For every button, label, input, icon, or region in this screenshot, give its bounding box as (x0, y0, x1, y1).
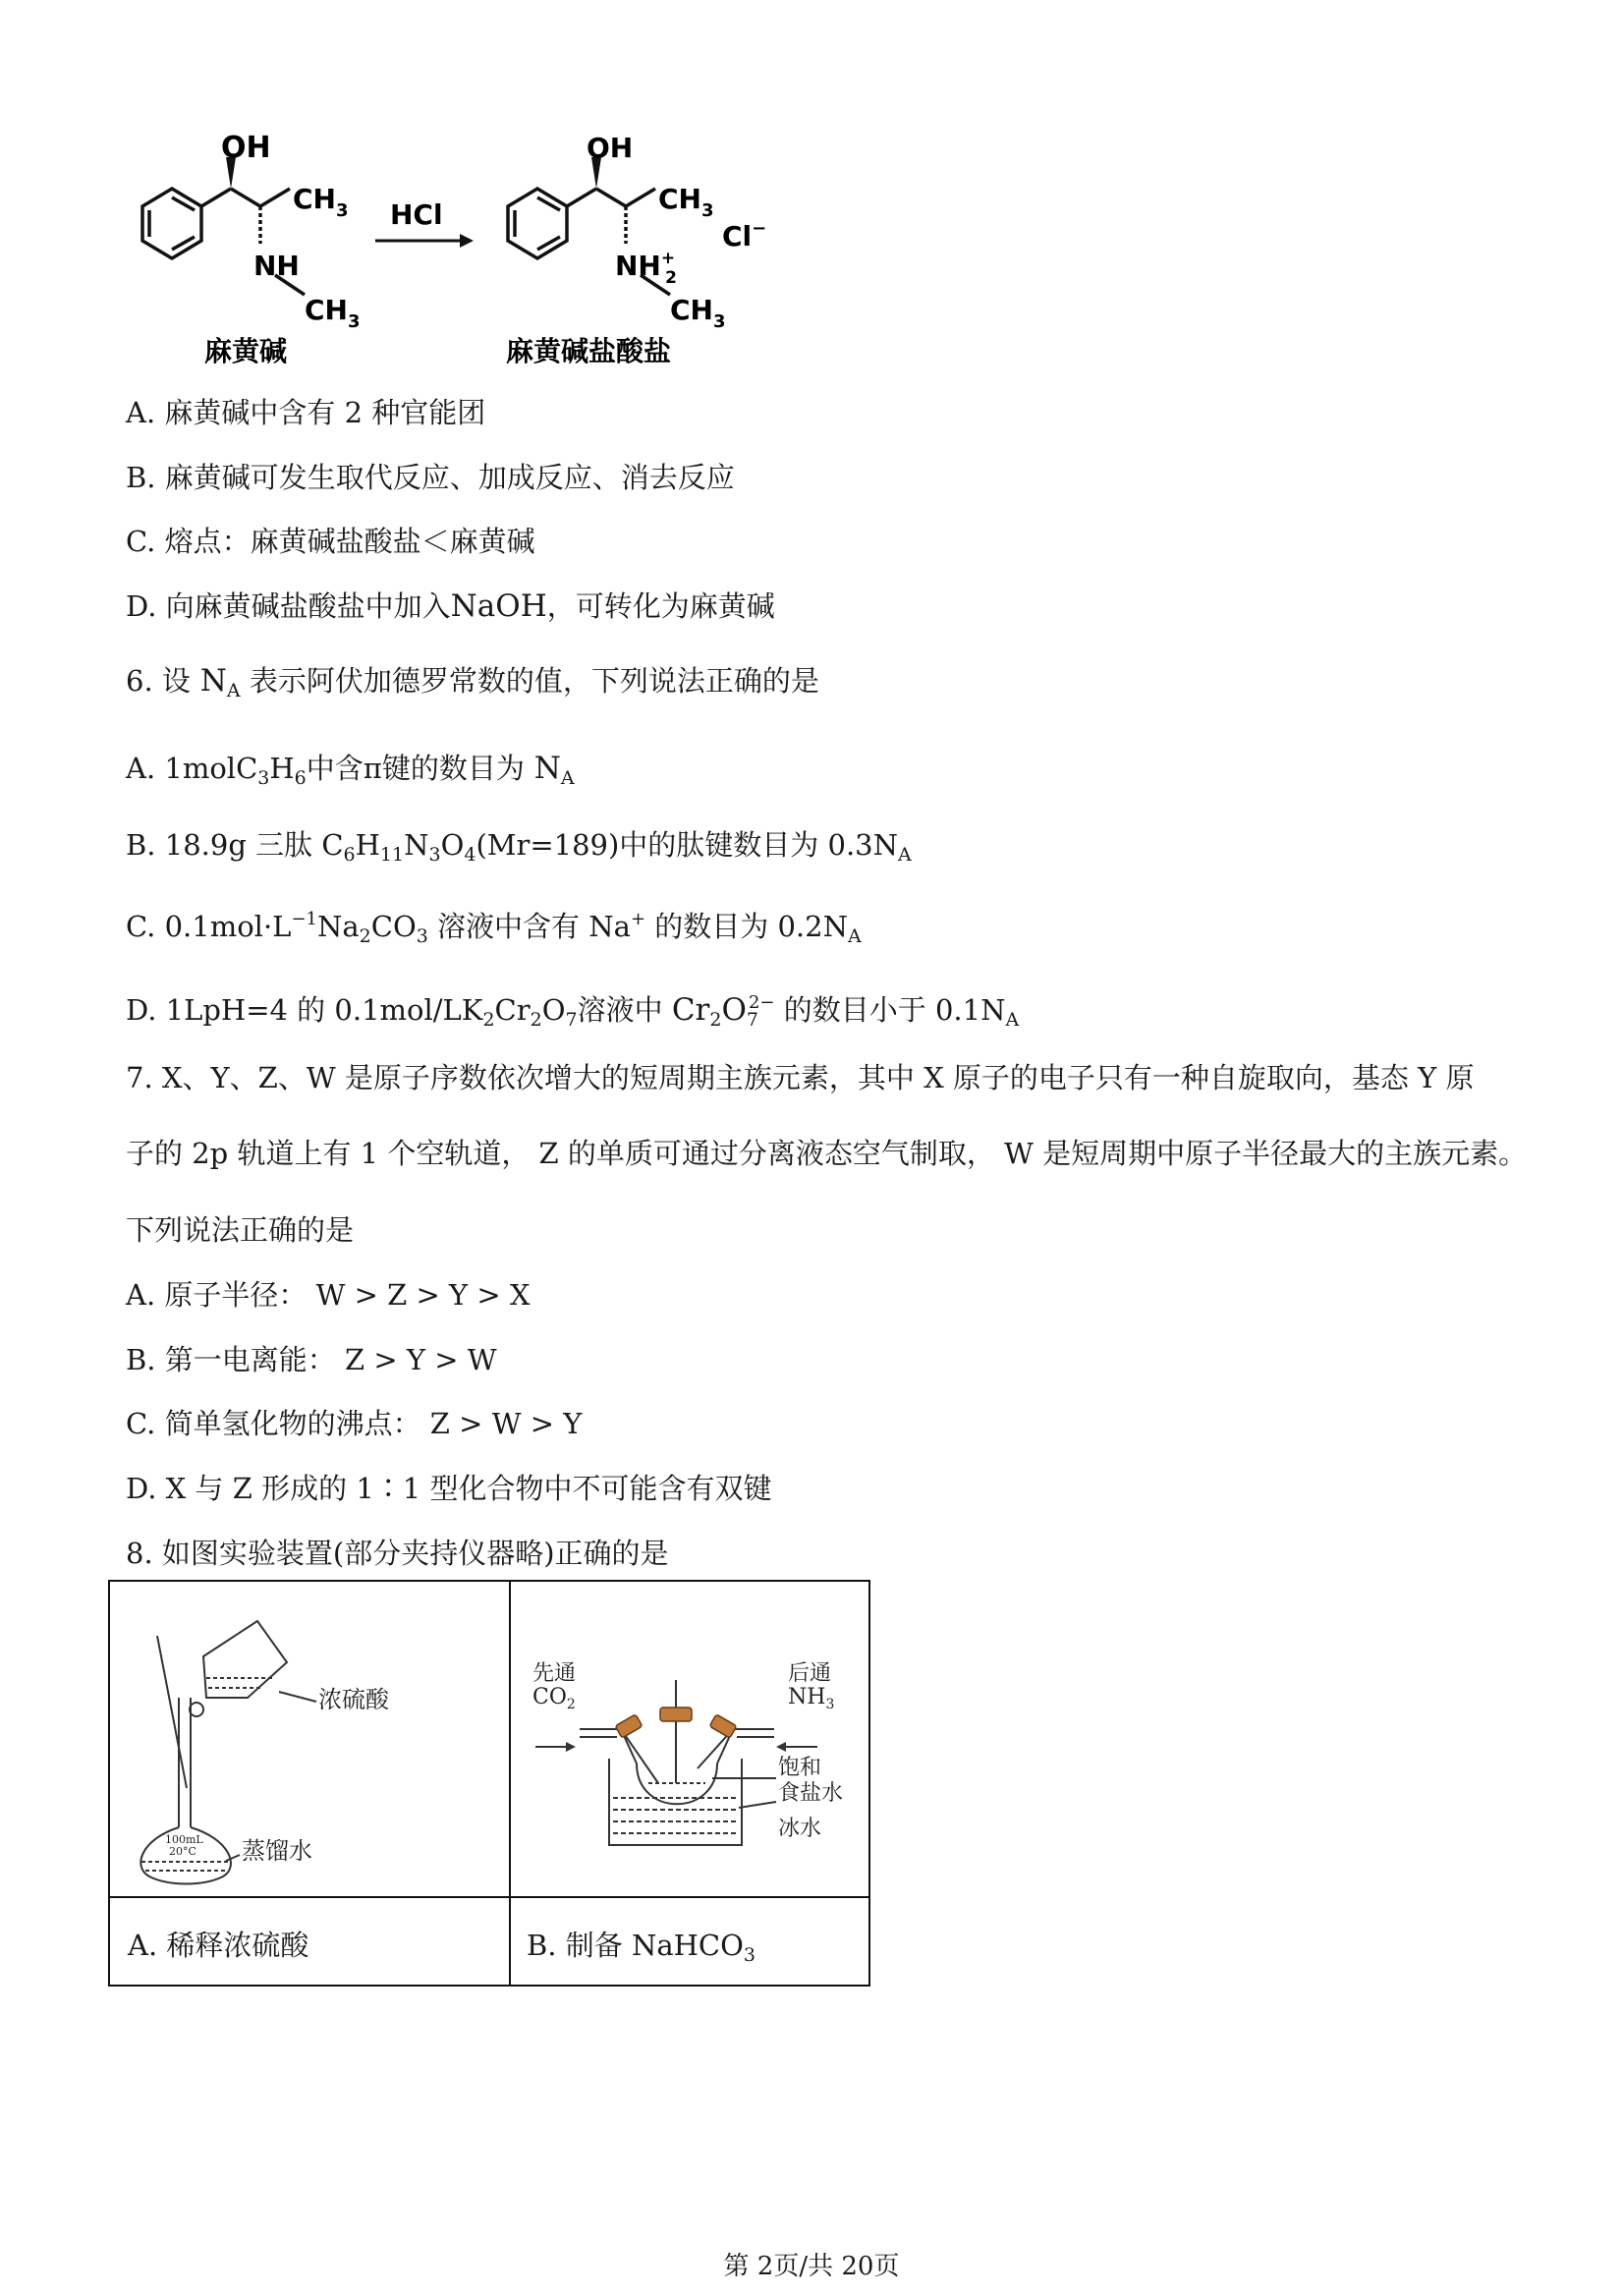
ephedrine-label: 麻黄碱 (204, 335, 288, 367)
label-brine-1: 饱和 (778, 1756, 822, 1780)
q7-option-c: C. 简单氢化物的沸点： Z > W > Y (126, 1407, 583, 1440)
figure-a-dilution (110, 1582, 507, 1894)
label-later-pass: 后通 (788, 1661, 832, 1686)
q7-stem-line2: 子的 2p 轨道上有 1 个空轨道， Z 的单质可通过分离液态空气制取， W 是短周期中原子半径最大的主族元素。 (126, 1137, 1528, 1170)
q6-option-c: C. $0.1mol\cdot L^{-1}Na_2CO_3$ 溶液中含有 Na+ 的数目为 $0.2N_A$ (126, 909, 862, 947)
reaction-arrow (375, 234, 474, 248)
label-ice-water: 冰水 (778, 1817, 822, 1841)
q7-stem-line3: 下列说法正确的是 (126, 1213, 355, 1247)
q5-option-c: C. 熔点：麻黄碱盐酸盐＜麻黄碱 (126, 525, 535, 558)
apparatus-label-a: A. 稀释浓硫酸 (128, 1929, 309, 1962)
salt-label: 麻黄碱盐酸盐 (506, 335, 672, 367)
apparatus-label-b: B. 制备 NaHCO$_3$ (527, 1929, 756, 1966)
label-brine-2: 食盐水 (778, 1781, 844, 1806)
q7-stem-line1: 7. X、Y、Z、W 是原子序数依次增大的短周期主族元素，其中 X 原子的电子只有一种自旋取向，基态 Y 原 (126, 1061, 1475, 1094)
label-conc-acid: 浓硫酸 (318, 1686, 389, 1713)
label-co2: $CO_2$ (532, 1685, 576, 1712)
ephedrine-ch3: $CH_3$ (293, 183, 349, 221)
salt-oh: OH (587, 132, 634, 164)
reaction-scheme (118, 128, 786, 373)
q5-option-d: D. 向麻黄碱盐酸盐中加入NaOH，可转化为麻黄碱 (126, 588, 775, 624)
ephedrine-nh: NH (253, 250, 300, 282)
table-divider-horizontal (110, 1896, 868, 1898)
salt-nh2: NH+ 2 (615, 249, 677, 288)
salt-ch3b: $CH_3$ (670, 294, 726, 332)
q5-option-b: B. 麻黄碱可发生取代反应、加成反应、消去反应 (126, 461, 735, 494)
flask-volume: 100mL (165, 1833, 203, 1846)
flask-temp: 20°C (169, 1845, 196, 1858)
salt-ch3: $CH_3$ (658, 183, 714, 221)
ephedrine-oh: OH (221, 131, 271, 165)
ephedrine-ch3b: $CH_3$ (305, 294, 361, 332)
label-nh3: $NH_3$ (788, 1685, 835, 1712)
q7-option-a: A. 原子半径： W > Z > Y > X (126, 1278, 531, 1312)
q7-option-b: B. 第一电离能： Z > Y > W (126, 1343, 497, 1376)
q6-option-b: B. 18.9g 三肽 $C_6H_{11}N_3O_4(Mr=189)$中的肽键数目为 $0.3N_A$ (126, 828, 912, 866)
figure-b-nahco3 (511, 1582, 870, 1894)
q6-option-a: A. $1molC_3H_6$中含π键的数目为 $N_A$ (126, 751, 575, 789)
chloride-ion: Cl− (722, 218, 767, 252)
q6-stem: 6. 设 $N_A$ 表示阿伏加德罗常数的值，下列说法正确的是 (126, 663, 819, 701)
q7-option-d: D. X 与 Z 形成的 1∶1 型化合物中不可能含有双键 (126, 1472, 772, 1505)
label-distilled-water: 蒸馏水 (242, 1837, 312, 1865)
page-footer: 第 2页/共 20页 (723, 2252, 900, 2281)
q5-option-a: A. 麻黄碱中含有 2 种官能团 (126, 396, 486, 429)
q8-stem: 8. 如图实验装置(部分夹持仪器略)正确的是 (126, 1537, 669, 1570)
q6-option-d: D. 1LpH=4 的 $0.1mol/LK_2Cr_2O_7$溶液中 $Cr_2O_7^{2-}$ 的数目小于 $0.1N_A$ (126, 992, 1020, 1031)
arrow-reagent: HCl (390, 198, 443, 231)
apparatus-table (108, 1580, 870, 1987)
label-first-pass: 先通 (532, 1661, 577, 1686)
